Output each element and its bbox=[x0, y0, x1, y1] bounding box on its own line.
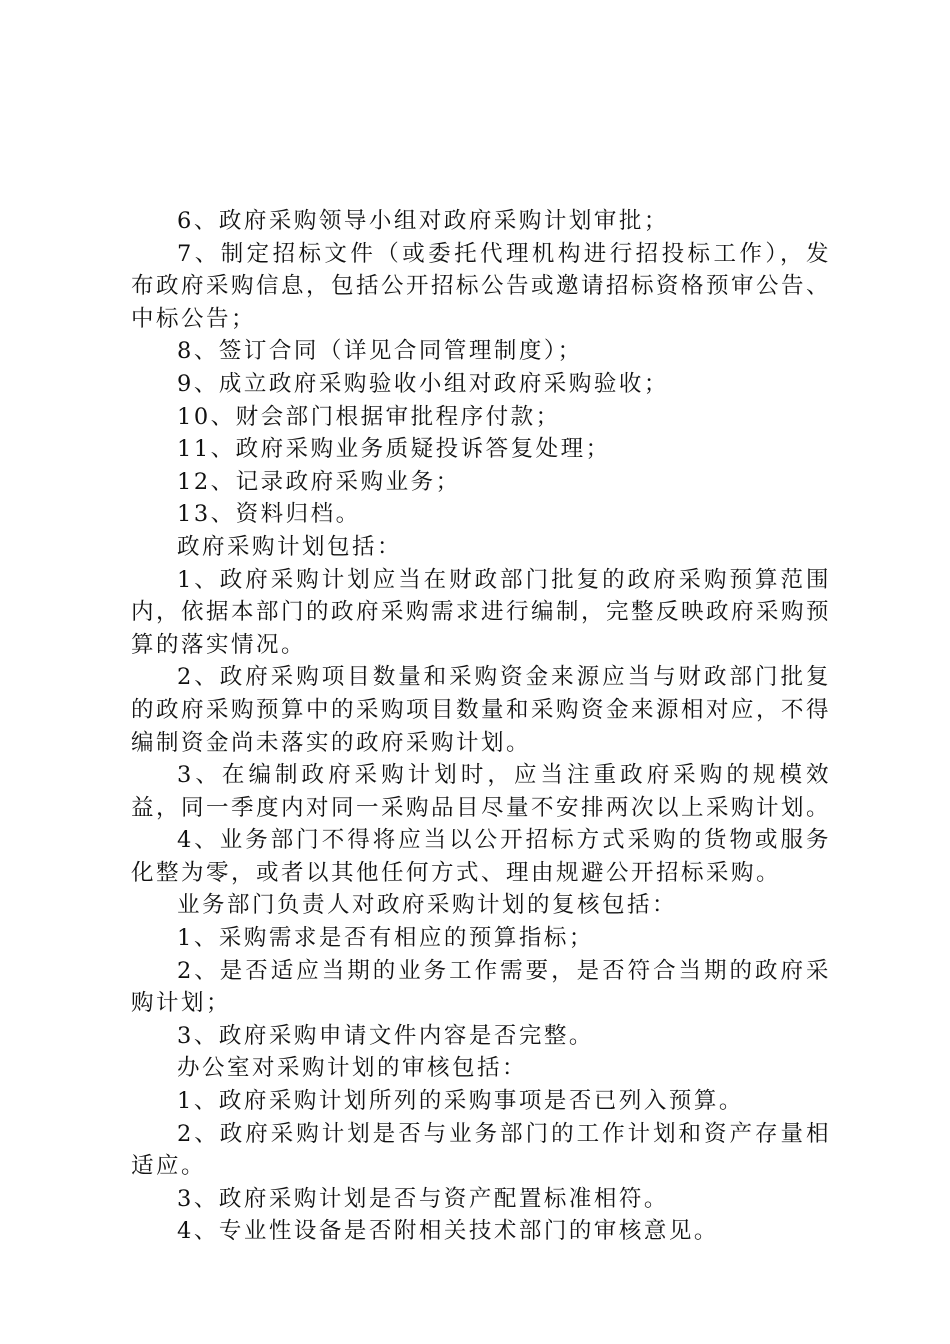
paragraph: 12、记录政府采购业务； bbox=[177, 468, 461, 495]
section-heading: 政府采购计划包括： bbox=[177, 533, 403, 560]
section-heading: 业务部门负责人对政府采购计划的复核包括： bbox=[177, 892, 678, 919]
paragraph: 2、政府采购项目数量和采购资金来源应当与财政部门批复的政府采购预算中的采购项目数量和采购资金来源相对应，不得编制资金尚未落实的政府采购计划。 bbox=[131, 664, 832, 756]
paragraph: 2、政府采购计划是否与业务部门的工作计划和资产存量相适应。 bbox=[131, 1120, 831, 1180]
paragraph: 1、政府采购计划应当在财政部门批复的政府采购预算范围内，依据本部门的政府采购需求进行编制，完整反映政府采购预算的落实情况。 bbox=[131, 566, 832, 658]
paragraph: 1、采购需求是否有相应的预算指标； bbox=[177, 925, 594, 952]
document-body bbox=[131, 205, 831, 1248]
paragraph: 13、资料归档。 bbox=[177, 501, 361, 528]
section-heading: 办公室对采购计划的审核包括： bbox=[177, 1055, 528, 1082]
paragraph: 10、财会部门根据审批程序付款； bbox=[177, 403, 561, 430]
paragraph: 1、政府采购计划所列的采购事项是否已列入预算。 bbox=[177, 1088, 744, 1115]
paragraph: 8、签订合同（详见合同管理制度）； bbox=[177, 338, 583, 365]
paragraph: 2、是否适应当期的业务工作需要，是否符合当期的政府采购计划； bbox=[131, 957, 831, 1017]
paragraph: 4、业务部门不得将应当以公开招标方式采购的货物或服务化整为零，或者以其他任何方式、理由规避公开招标采购。 bbox=[131, 827, 831, 886]
paragraph: 9、成立政府采购验收小组对政府采购验收； bbox=[177, 370, 669, 397]
paragraph: 6、政府采购领导小组对政府采购计划审批； bbox=[177, 208, 669, 234]
paragraph: 3、政府采购计划是否与资产配置标准相符。 bbox=[177, 1185, 669, 1212]
paragraph: 7、制定招标文件（或委托代理机构进行招投标工作），发布政府采购信息，包括公开招标公告或邀请招标资格预审公告、中标公告； bbox=[131, 240, 832, 332]
paragraph: 3、在编制政府采购计划时，应当注重政府采购的规模效益，同一季度内对同一采购品目尽量不安排两次以上采购计划。 bbox=[131, 762, 832, 821]
paragraph: 4、专业性设备是否附相关技术部门的审核意见。 bbox=[177, 1218, 719, 1245]
paragraph: 11、政府采购业务质疑投诉答复处理； bbox=[177, 436, 611, 463]
paragraph: 3、政府采购申请文件内容是否完整。 bbox=[177, 1022, 594, 1049]
